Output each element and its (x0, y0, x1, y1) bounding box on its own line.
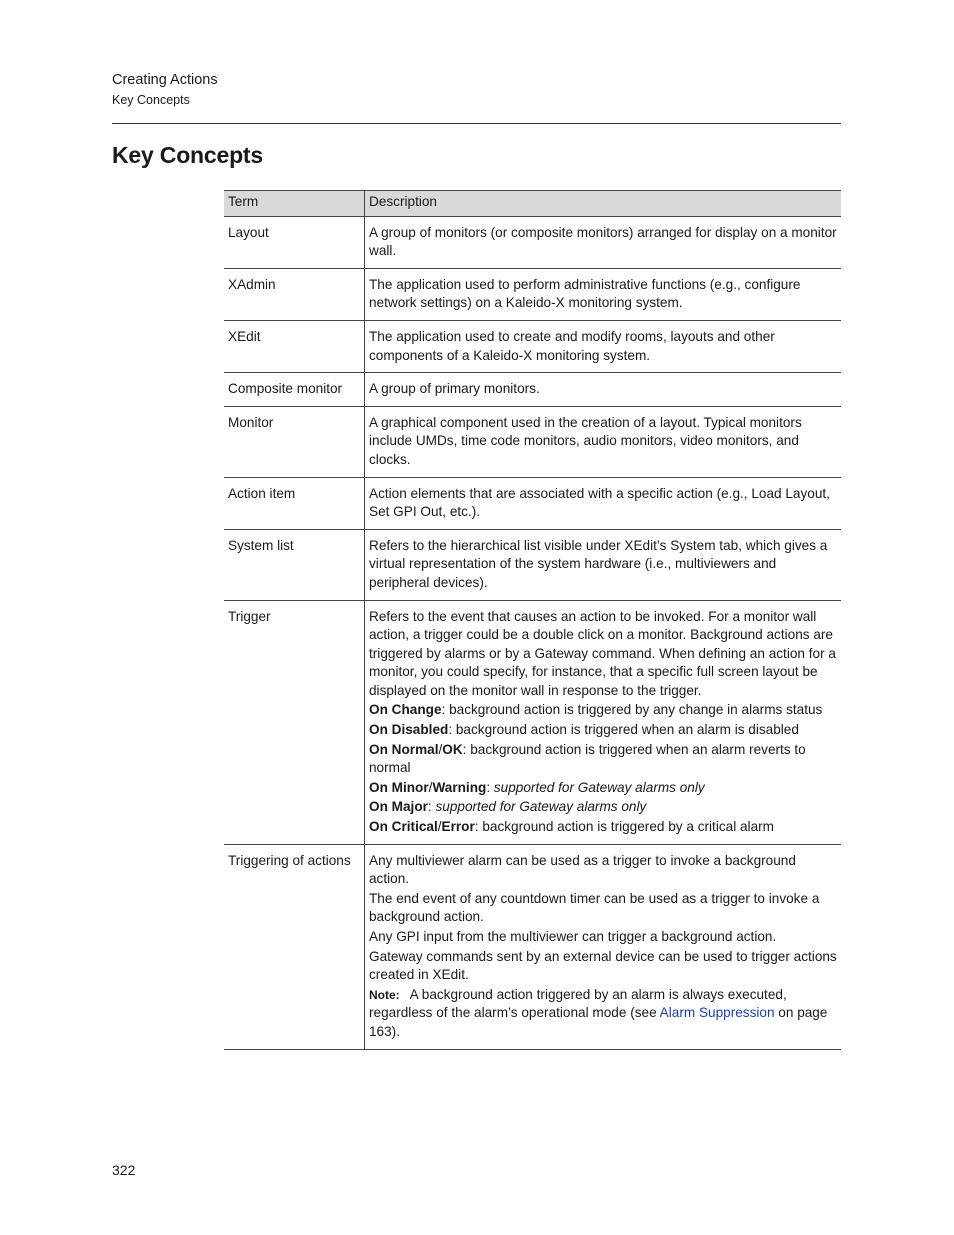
triggering-paragraph: Any GPI input from the multiviewer can trigger a background action. (369, 929, 777, 944)
trigger-intro: Refers to the event that causes an action to be invoked. For a monitor wall action, a trigger could be a double click on a monitor. Background actions are triggered by alarms or by a Gateway command. When defining an action for a monitor, you could specify, for instance, that a specific full screen layout be displayed on the monitor wall in response to the trigger. (369, 608, 836, 698)
trigger-on-critical: On Critical/Error: background action is triggered by a critical alarm (369, 819, 774, 835)
description-cell: The application used to create and modify rooms, layouts and other components of a Kaleido-X monitoring system. (365, 320, 842, 372)
note (369, 986, 837, 1042)
term-cell: XAdmin (224, 268, 365, 320)
column-header-term: Term (224, 191, 365, 217)
term-cell: System list (224, 529, 365, 600)
running-header-chapter: Creating Actions (112, 72, 218, 88)
column-header-description: Description (365, 191, 842, 217)
term-cell: Layout (224, 216, 365, 268)
note-label: Note: (369, 987, 400, 1002)
key-concepts-table (224, 190, 841, 1050)
description-cell: Action elements that are associated with a specific action (e.g., Load Layout, Set GPI Out, etc.). (365, 477, 842, 529)
trigger-on-change: On Change: background action is triggered by any change in alarms status (369, 702, 823, 718)
table-row-trigger (224, 600, 841, 844)
table-header-row (224, 191, 841, 217)
triggering-paragraph: The end event of any countdown timer can be used as a trigger to invoke a background action. (369, 890, 820, 925)
table-row (224, 320, 841, 372)
triggering-paragraph: Any multiviewer alarm can be used as a trigger to invoke a background action. (369, 852, 796, 887)
description-cell: A graphical component used in the creation of a layout. Typical monitors include UMDs, time code monitors, audio monitors, video monitors, and clocks. (365, 406, 842, 477)
description-cell (365, 600, 842, 844)
table-row (224, 373, 841, 407)
trigger-on-normal: On Normal/OK: background action is triggered when an alarm reverts to normal (369, 741, 806, 776)
trigger-on-minor: On Minor/Warning: supported for Gateway alarms only (369, 779, 705, 795)
triggering-paragraph: Gateway commands sent by an external device can be used to trigger actions created in XEdit. (369, 948, 837, 983)
header-rule (112, 123, 841, 124)
note-tail: on page 163). (369, 1005, 828, 1039)
description-cell: The application used to perform administrative functions (e.g., configure network settings) on a Kaleido-X monitoring system. (365, 268, 842, 320)
page-number: 322 (112, 1162, 136, 1178)
table-row-triggering (224, 844, 841, 1049)
alarm-suppression-link[interactable]: Alarm Suppression (659, 1005, 775, 1021)
running-header-section: Key Concepts (112, 93, 190, 107)
trigger-on-disabled: On Disabled: background action is triggered when an alarm is disabled (369, 722, 799, 738)
term-cell: Action item (224, 477, 365, 529)
description-cell: A group of monitors (or composite monitors) arranged for display on a monitor wall. (365, 216, 842, 268)
term-cell: XEdit (224, 320, 365, 372)
page-title: Key Concepts (112, 142, 263, 168)
table-row (224, 477, 841, 529)
table-row (224, 268, 841, 320)
term-cell: Trigger (224, 600, 365, 844)
note-text: A background action triggered by an alarm is always executed, regardless of the alarm’s operational mode (see (369, 986, 787, 1021)
trigger-on-major: On Major: supported for Gateway alarms only (369, 799, 647, 815)
table-row (224, 406, 841, 477)
description-cell: A group of primary monitors. (365, 373, 842, 407)
table-row (224, 529, 841, 600)
table-row (224, 216, 841, 268)
term-cell: Triggering of actions (224, 844, 365, 1049)
term-cell: Composite monitor (224, 373, 365, 407)
term-cell: Monitor (224, 406, 365, 477)
running-header (112, 71, 218, 108)
description-cell (365, 844, 842, 1049)
description-cell: Refers to the hierarchical list visible under XEdit’s System tab, which gives a virtual representation of the system hardware (i.e., multiviewers and peripheral devices). (365, 529, 842, 600)
